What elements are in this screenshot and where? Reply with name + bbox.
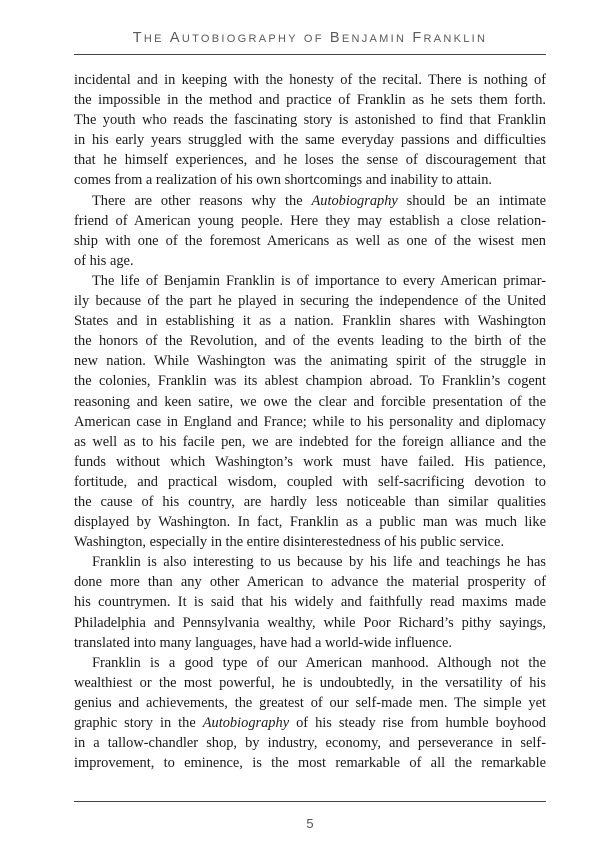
text-line: comes from a realization of his own shortcomings and inability to attain. bbox=[74, 172, 493, 189]
text-line: the cause of his country, are hardly less noticeable than similar qualities bbox=[74, 493, 546, 510]
text-line: friend of American young people. Here they may establish a close relation- bbox=[74, 212, 546, 229]
text-line: reasoning and keen satire, we owe the clear and forcible presentation of the bbox=[74, 393, 546, 410]
header-rule bbox=[74, 54, 546, 55]
text-line: wealthiest or the most powerful, he is undoubtedly, in the versatility of his bbox=[74, 674, 546, 691]
text-line: graphic story in the Autobiography of his steady rise from humble boyhood bbox=[74, 715, 546, 731]
text-line: There are other reasons why the Autobiography should be an intimate bbox=[92, 192, 547, 209]
text-line: in his early years struggled with the same everyday passions and difficulties bbox=[74, 132, 546, 149]
text-line: ily because of the part he played in securing the independence of the United bbox=[74, 293, 546, 310]
text-line: that he himself experiences, and he loses the sense of discouragement that bbox=[74, 152, 546, 169]
text-line: the impossible in the method and practice of Franklin as he sets them forth. bbox=[74, 92, 546, 109]
text-line: done more than any other American to advance the material prosperity of bbox=[74, 574, 546, 591]
text-line: the honors of the Revolution, and of the events leading to the birth of the bbox=[74, 333, 546, 350]
text-line: Franklin is a good type of our American manhood. Although not the bbox=[92, 654, 546, 671]
page-number: 5 bbox=[306, 816, 314, 831]
body-text bbox=[74, 70, 546, 773]
text-line: the colonies, Franklin was its ablest champion abroad. To Franklin’s cogent bbox=[74, 373, 546, 390]
text-line: States and in establishing it as a nation. Franklin shares with Washington bbox=[74, 313, 546, 330]
footer-rule bbox=[74, 801, 546, 802]
text-line: his countrymen. It is said that his widely and faithfully read maxims made bbox=[74, 594, 546, 611]
text-line: Philadelphia and Pennsylvania wealthy, while Poor Richard’s pithy sayings, bbox=[74, 614, 546, 631]
text-line: translated into many languages, have had a world-wide influence. bbox=[74, 634, 453, 651]
text-line: of his age. bbox=[74, 252, 134, 269]
text-line: displayed by Washington. In fact, Franklin as a public man was much like bbox=[74, 514, 546, 531]
text-line: incidental and in keeping with the honesty of the recital. There is nothing of bbox=[74, 72, 546, 88]
text-line: improvement, to eminence, is the most remarkable of all the remarkable bbox=[74, 755, 546, 772]
text-line: fortitude, and practical wisdom, coupled with self-sacrificing devotion to bbox=[74, 473, 546, 490]
running-head: THE AUTOBIOGRAPHY OF BENJAMIN FRANKLIN bbox=[132, 30, 488, 46]
text-line: genius and achievements, the greatest of our self-made men. The simple yet bbox=[74, 694, 546, 711]
text-line: funds without which Washington’s work must have failed. His patience, bbox=[74, 453, 546, 470]
text-line: in a tallow-chandler shop, by industry, economy, and perseverance in self- bbox=[74, 735, 546, 752]
text-line: Franklin is also interesting to us because by his life and teachings he has bbox=[92, 554, 546, 571]
text-line: The life of Benjamin Franklin is of importance to every American primar- bbox=[92, 272, 546, 289]
text-line: new nation. While Washington was the animating spirit of the struggle in bbox=[74, 353, 546, 370]
text-line: Washington, especially in the entire disinterestedness of his public service. bbox=[74, 534, 505, 551]
text-line: as well as to his facile pen, we are indebted for the foreign alliance and the bbox=[74, 433, 546, 450]
text-line: The youth who reads the fascinating story is astonished to find that Franklin bbox=[74, 112, 546, 129]
text-line: ship with one of the foremost Americans as well as one of the wisest men bbox=[74, 232, 546, 249]
text-line: American case in England and France; while to his personality and diplomacy bbox=[74, 413, 546, 430]
